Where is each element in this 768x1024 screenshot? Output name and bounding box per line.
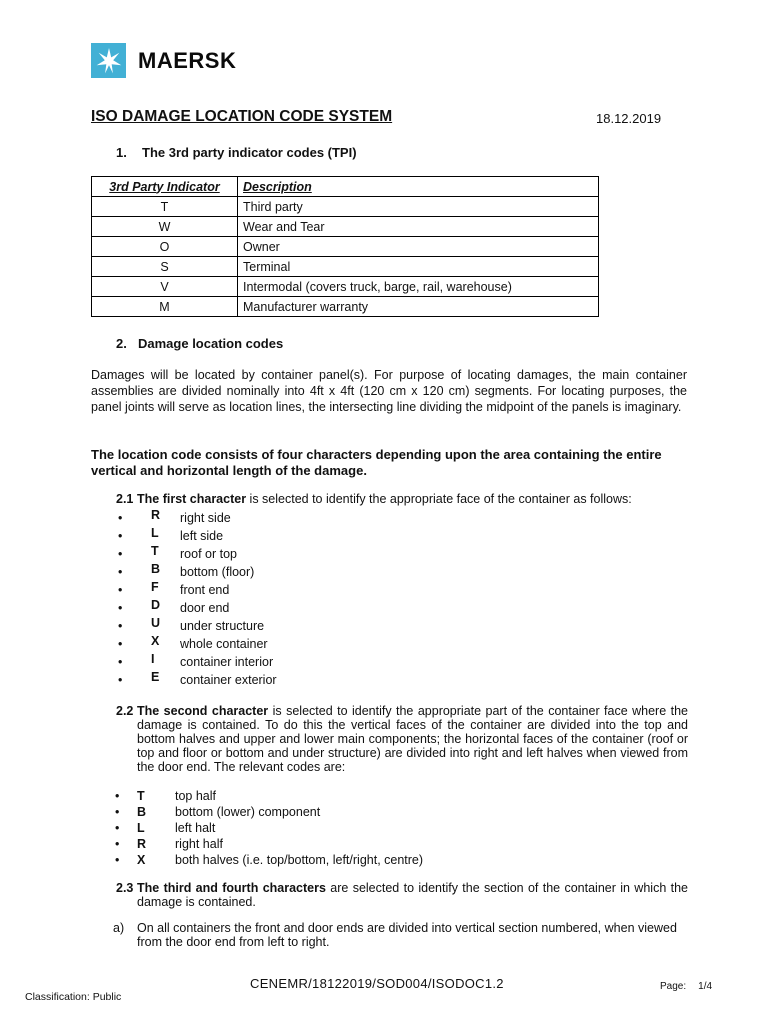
table-cell-description: Owner xyxy=(238,237,599,257)
section-1-heading: 1. The 3rd party indicator codes (TPI) xyxy=(116,145,357,160)
classification-label: Classification: Public xyxy=(25,991,122,1003)
table-row xyxy=(92,297,599,317)
column-header: Description xyxy=(238,177,599,197)
table-cell-code: V xyxy=(92,277,238,297)
table-cell-description: Wear and Tear xyxy=(238,217,599,237)
table-row xyxy=(92,277,599,297)
maersk-logo xyxy=(91,43,236,78)
table-cell-description: Terminal xyxy=(238,257,599,277)
subsection-2-2: 2.2 The second character is selected to identify the appropriate part of the container face where the damage is contained. To do this the vertical faces of the container are divided into the top and bottom halves and upper and lower main components; the horizontal faces of the container (roof or top and floor or bottom and under structure) are divided into right and left halves when viewed from the door end. The relevant codes are: xyxy=(116,704,688,774)
bold-paragraph: The location code consists of four characters depending upon the area containing the entire vertical and horizontal length of the damage. xyxy=(91,447,662,478)
table-cell-code: M xyxy=(92,297,238,317)
brand-name: MAERSK xyxy=(138,47,237,73)
subsection-2-3: 2.3 The third and fourth characters are selected to identify the section of the container in which the damage is contained. xyxy=(116,881,688,909)
document-date: 18.12.2019 xyxy=(596,111,662,126)
table-cell-code: T xyxy=(92,197,238,217)
table-cell-description: Third party xyxy=(238,197,599,217)
star-icon xyxy=(91,43,126,78)
table-header-row xyxy=(92,177,599,197)
table-cell-code: O xyxy=(92,237,238,257)
table-row xyxy=(92,217,599,237)
document-reference: CENEMR/18122019/SOD004/ISODOC1.2 xyxy=(250,976,504,991)
table-row xyxy=(92,197,599,217)
page-title: ISO DAMAGE LOCATION CODE SYSTEM xyxy=(91,108,393,125)
table-cell-description: Intermodal (covers truck, barge, rail, warehouse) xyxy=(238,277,599,297)
subsection-2-1: 2.1 The first character is selected to identify the appropriate face of the container as follows: xyxy=(116,492,632,506)
section-2-heading: 2. Damage location codes xyxy=(116,336,284,351)
table-cell-code: S xyxy=(92,257,238,277)
table-row xyxy=(92,257,599,277)
table-cell-description: Manufacturer warranty xyxy=(238,297,599,317)
intro-paragraph: Damages will be located by container panel(s). For purpose of locating damages, the main container assemblies are divided nominally into 4ft x 4ft (120 cm x 120 cm) segments. For locating purposes, the panel joints will serve as location lines, the intersecting line dividing the midpoint of the panels is imaginary. xyxy=(91,368,687,414)
page-number: Page: 1/4 xyxy=(660,981,713,992)
table-cell-code: W xyxy=(92,217,238,237)
list-item-a: a) On all containers the front and door ends are divided into vertical section numbered, when viewed from the door end from left to right. xyxy=(113,921,677,949)
table-row xyxy=(92,237,599,257)
tpi-table xyxy=(91,176,599,317)
column-header: 3rd Party Indicator xyxy=(92,177,238,197)
